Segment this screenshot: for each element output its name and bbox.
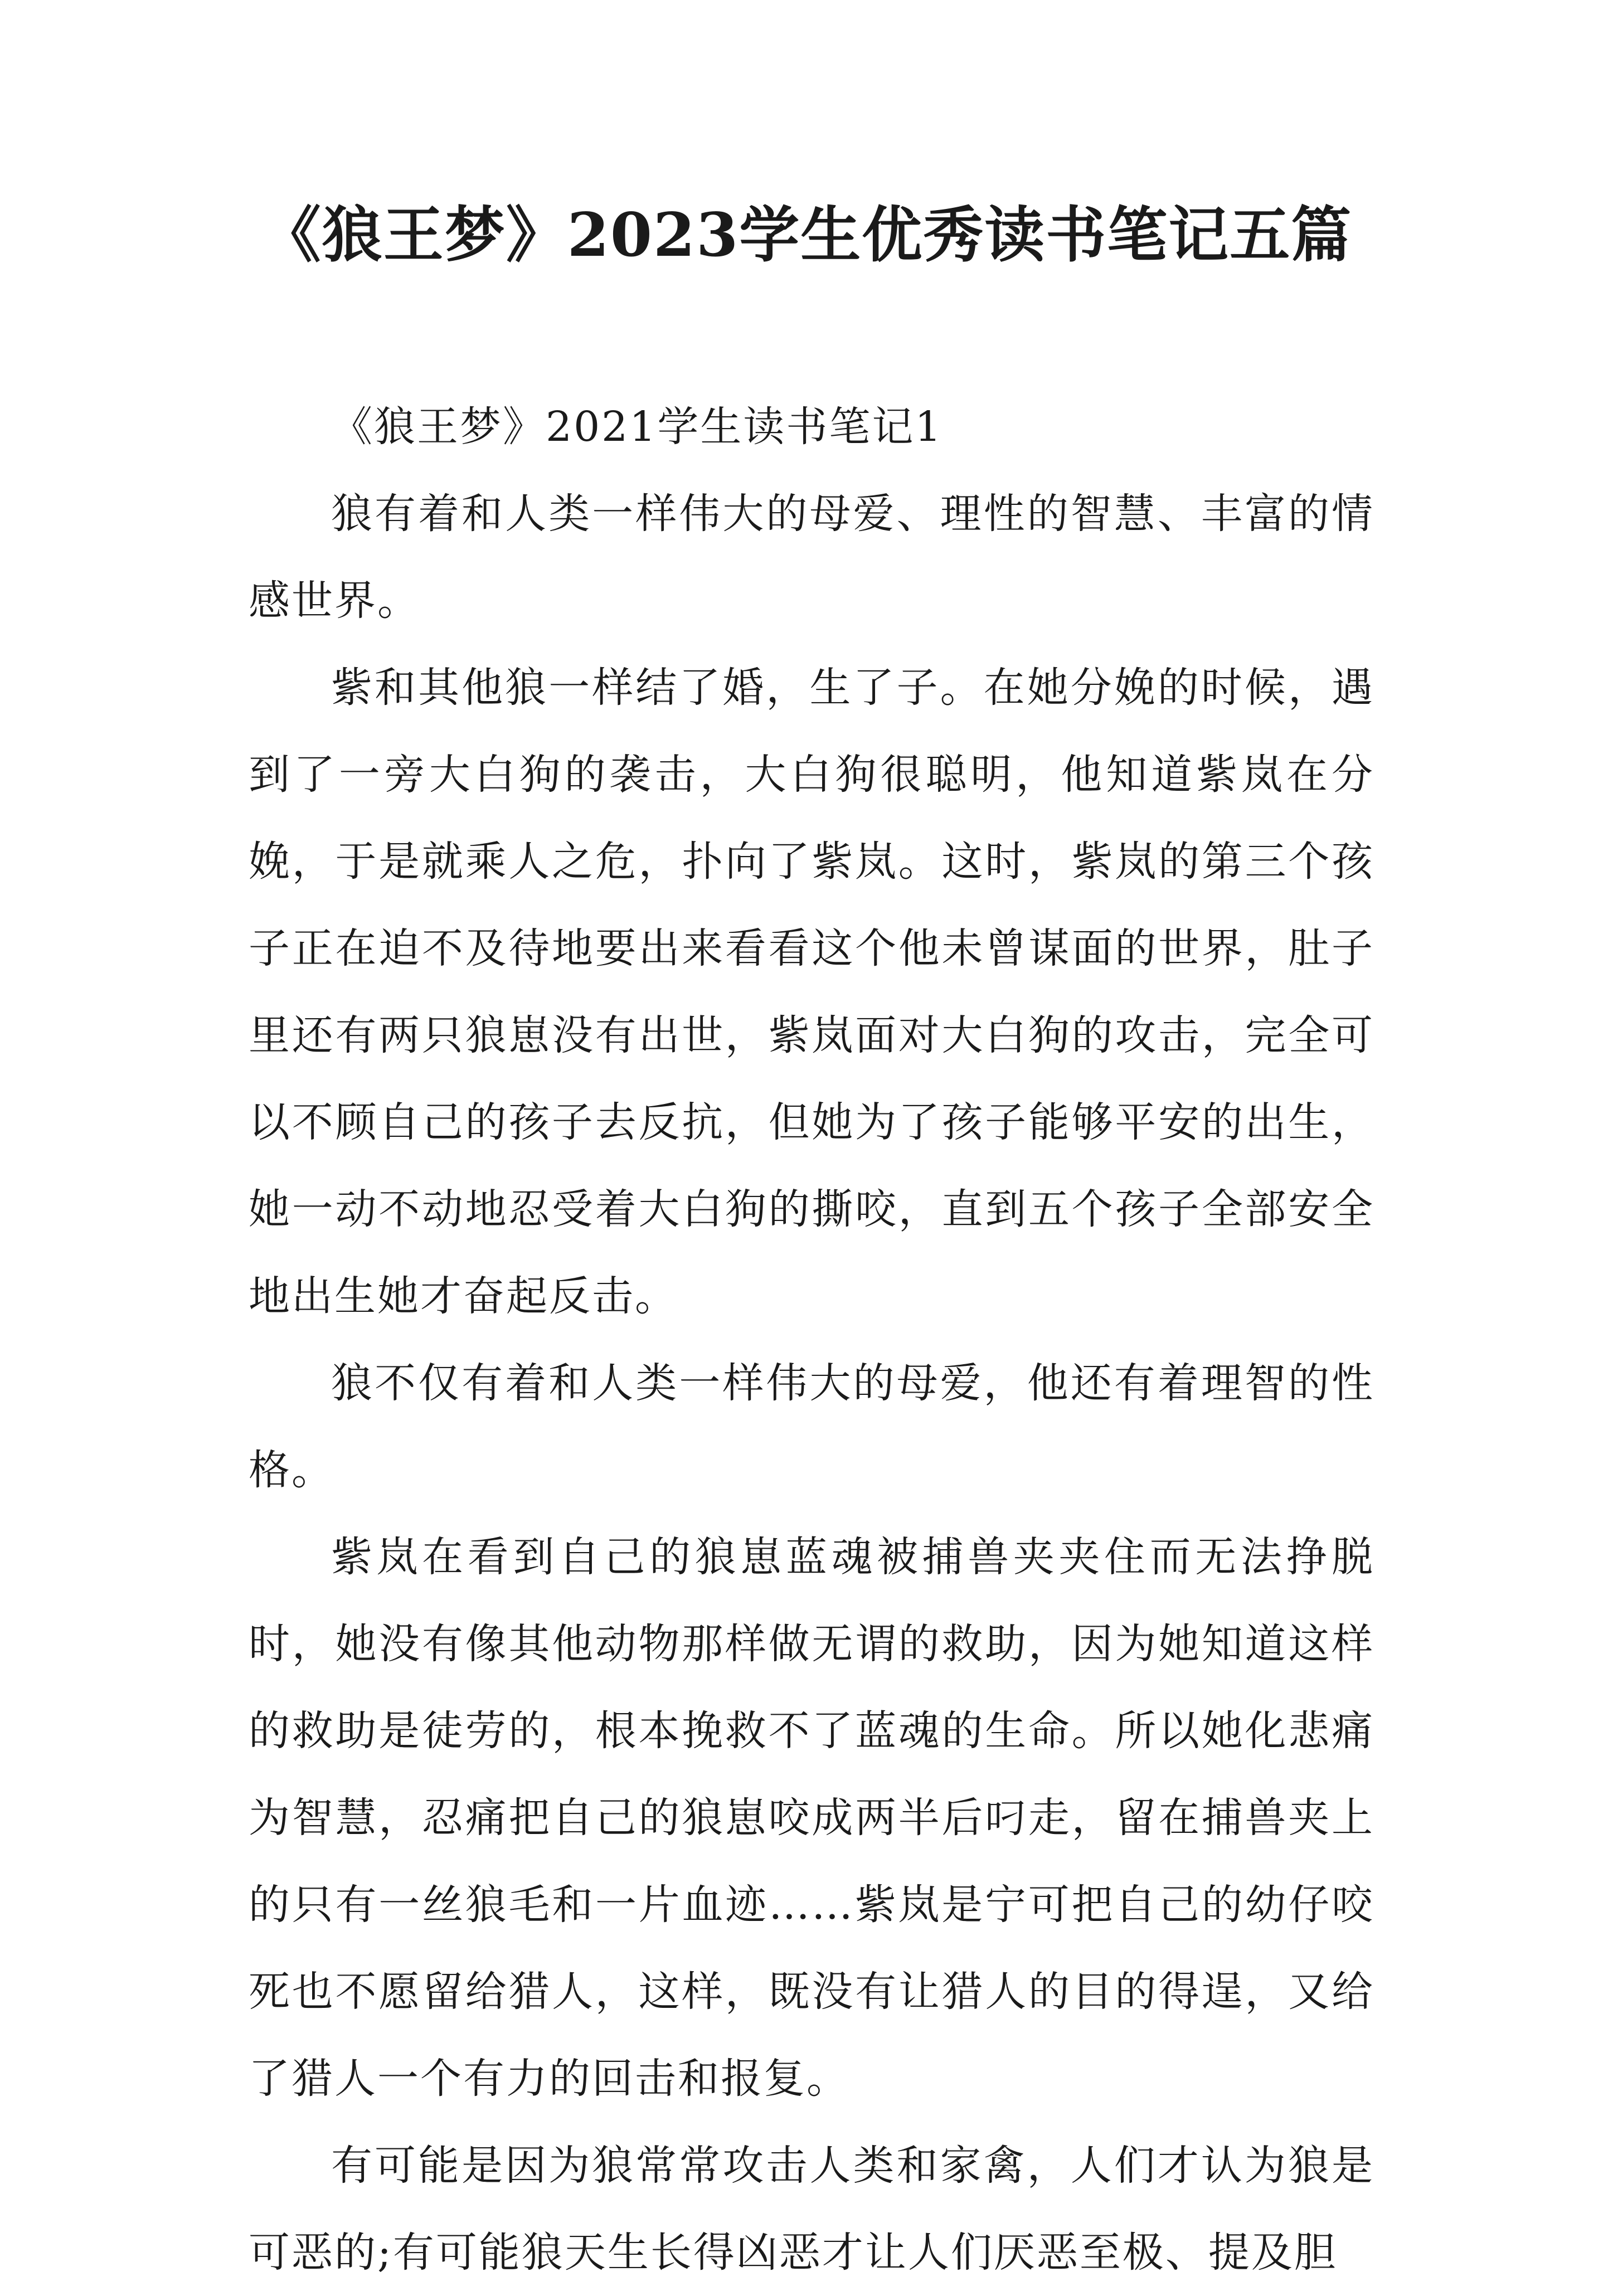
paragraph: 狼不仅有着和人类一样伟大的母爱，他还有着理智的性格。: [249, 1359, 1374, 1494]
paragraph: 狼有着和人类一样伟大的母爱、理性的智慧、丰富的情感世界。: [249, 490, 1374, 625]
section-heading: 《狼王梦》2021学生读书笔记1: [331, 403, 943, 451]
document-title: 《狼王梦》2023学生优秀读书笔记五篇: [260, 200, 1353, 270]
paragraph: 有可能是因为狼常常攻击人类和家禽，人们才认为狼是可恶的;有可能狼天生长得凶恶才让人们厌恶至极、提及胆: [249, 2142, 1374, 2276]
paragraph: 紫岚在看到自己的狼崽蓝魂被捕兽夹夹住而无法挣脱时，她没有像其他动物那样做无谓的救助，因为她知道这样的救助是徒劳的，根本挽救不了蓝魂的生命。所以她化悲痛为智慧，忍痛把自己的狼崽咬成两半后叼走，留在捕兽夹上的只有一丝狼毛和一片血迹……紫岚是宁可把自己的幼仔咬死也不愿留给猎人，这样，既没有让猎人的目的得逞，又给了猎人一个有力的回击和报复。: [249, 1533, 1374, 2103]
document-body: [249, 383, 1374, 2296]
paragraph: 紫和其他狼一样结了婚，生了子。在她分娩的时候，遇到了一旁大白狗的袭击，大白狗很聪明，他知道紫岚在分娩，于是就乘人之危，扑向了紫岚。这时，紫岚的第三个孩子正在迫不及待地要出来看看这个他未曾谋面的世界，肚子里还有两只狼崽没有出世，紫岚面对大白狗的攻击，完全可以不顾自己的孩子去反抗，但她为了孩子能够平安的出生，她一动不动地忍受着大白狗的撕咬，直到五个孩子全部安全地出生她才奋起反击。: [249, 664, 1374, 1320]
